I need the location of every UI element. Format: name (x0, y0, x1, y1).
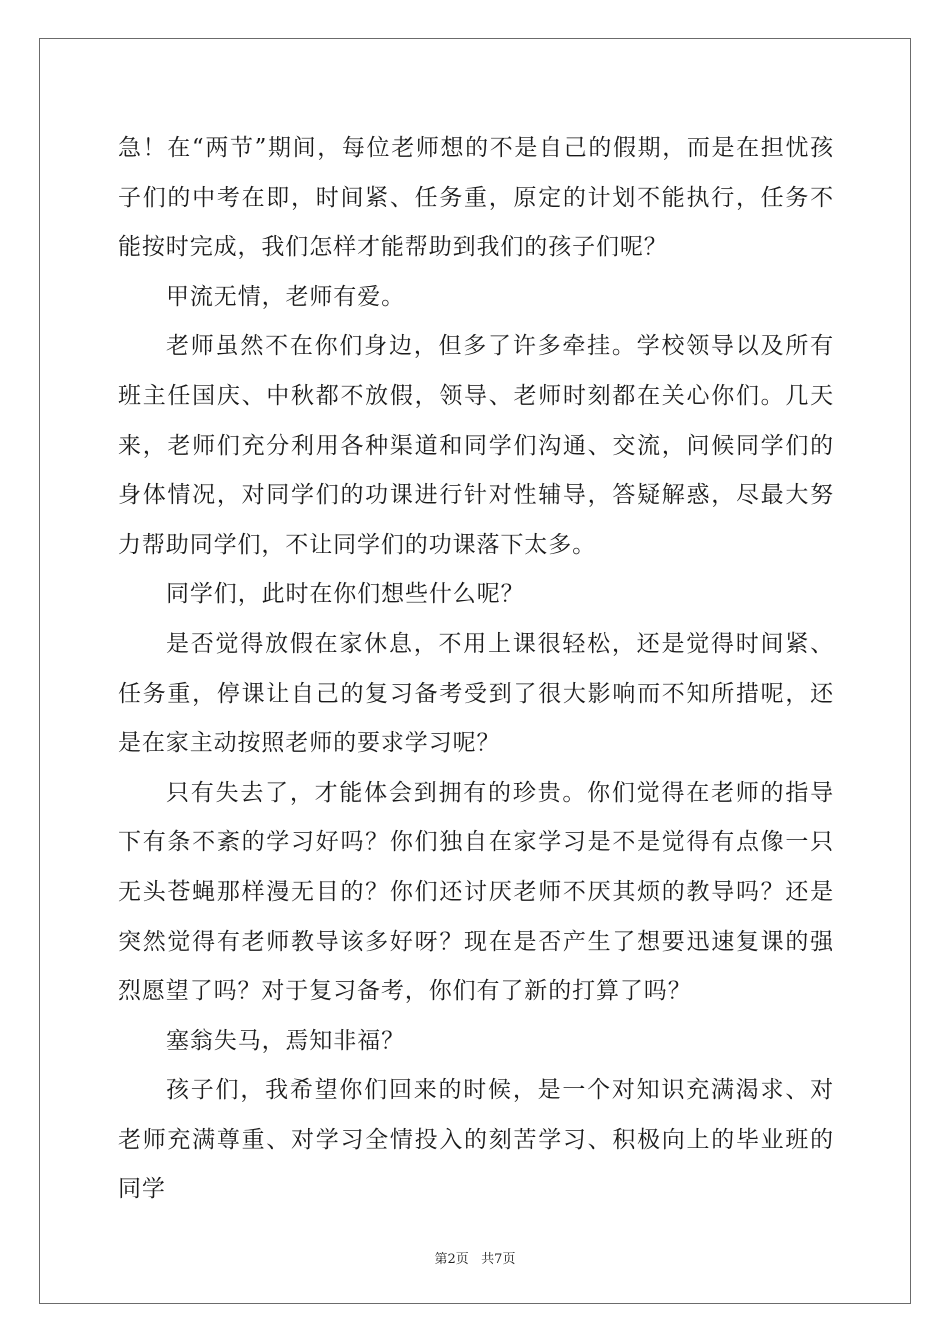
paragraph: 是否觉得放假在家休息，不用上课很轻松，还是觉得时间紧、任务重，停课让自己的复习备考受到了很大影响而不知所措呢，还是在家主动按照老师的要求学习呢？ (118, 630, 834, 757)
page-number-footer: 第2页 共7页 (434, 1252, 516, 1267)
paragraph: 孩子们，我希望你们回来的时候，是一个对知识充满渴求、对老师充满尊重、对学习全情投入的刻苦学习、积极向上的毕业班的同学 (118, 1077, 834, 1203)
paragraph: 甲流无情，老师有爱。 (166, 283, 405, 310)
paragraph-continued: 急！在“两节”期间，每位老师想的不是自己的假期，而是在担忧孩子们的中考在即，时间紧、任务重，原定的计划不能执行，任务不能按时完成，我们怎样才能帮助到我们的孩子们呢？ (118, 135, 834, 261)
paragraph: 只有失去了，才能体会到拥有的珍贵。你们觉得在老师的指导下有条不紊的学习好吗？你们独自在家学习是不是觉得有点像一只无头苍蝇那样漫无目的？你们还讨厌老师不厌其烦的教导吗？还是突然觉得有老师教导该多好呀？现在是否产生了想要迅速复课的强烈愿望了吗？对于复习备考，你们有了新的打算了吗？ (118, 779, 834, 1005)
paragraph: 同学们，此时在你们想些什么呢？ (166, 581, 525, 608)
document-body (118, 124, 834, 1215)
paragraph: 塞翁失马，焉知非福？ (166, 1027, 405, 1054)
paragraph: 老师虽然不在你们身边，但多了许多牵挂。学校领导以及所有班主任国庆、中秋都不放假，领导、老师时刻都在关心你们。几天来，老师们充分利用各种渠道和同学们沟通、交流，问候同学们的身体情况，对同学们的功课进行针对性辅导，答疑解惑，尽最大努力帮助同学们，不让同学们的功课落下太多。 (118, 333, 834, 558)
